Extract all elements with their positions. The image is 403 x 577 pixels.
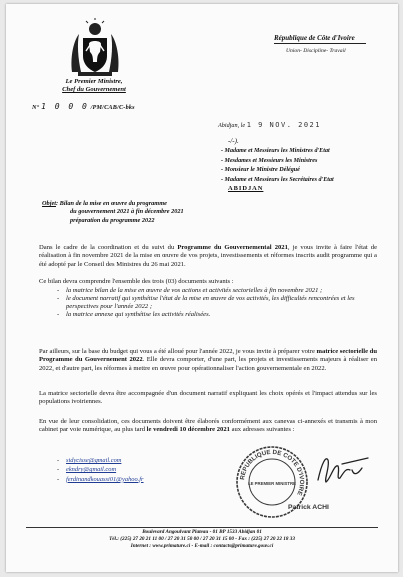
p5-text-c: aux adresses suivantes : bbox=[229, 426, 295, 434]
subject-block bbox=[42, 200, 184, 225]
list-item: - la matrice bilan de la mise en œuvre de vos actions et activités sectorielles à fin novembre 2021 ; bbox=[66, 287, 376, 295]
republic-heading: République de Côte d'Ivoire bbox=[274, 34, 355, 42]
stamp-center-text: LE PREMIER MINISTRE bbox=[248, 481, 296, 486]
p5-text-a: En vue de leur consolidation, ces documents doivent être élaborés conformément aux canevas ci-annexés et transmis à mon cabinet par voie numérique, au plus tard bbox=[39, 418, 377, 434]
footer-web: Internet : www.primature.ci - E-mail : contacts@primature.gouv.ci bbox=[130, 543, 274, 549]
paragraph-budget-2022 bbox=[39, 348, 377, 373]
paragraph-narrative: La matrice sectorielle devra être accompagnée d'un document narratif expliquant les choix opérés et l'impact attendus sur les populations ivoiriennes. bbox=[39, 390, 377, 406]
pm-title-line2: Chef du Gouvernement bbox=[62, 86, 126, 93]
addressee-item: - Monsieur le Ministre Délégué bbox=[221, 167, 300, 174]
email-link[interactable]: - sidycisse@gmail.com bbox=[66, 456, 144, 465]
addressee-item: - Mesdames et Messieurs les Ministres bbox=[221, 157, 318, 164]
coat-of-arms-emblem bbox=[64, 18, 126, 78]
footer-address: Boulevard Angoulvant Plateau - 01 BP 1533 Abidjan 01 bbox=[142, 529, 262, 535]
p3-matrix-name: matrice sectorielle du Programme du Gouvernement 2022 bbox=[39, 348, 378, 364]
subject-line1: : Bilan de la mise en œuvre du programme bbox=[56, 200, 167, 207]
p3-text-c: . Elle devra comporter, d'une part, les projets et investissements majeurs à réaliser en 2022, et d'autre part, les réformes à mettre en œuvre pour opérationnaliser l'action gouvernementale en 2022. bbox=[39, 356, 377, 372]
subject-line2: du gouvernement 2021 à fin décembre 2021 bbox=[70, 208, 184, 216]
prime-minister-title bbox=[14, 78, 174, 94]
pm-title-line1: Le Premier Ministre, bbox=[65, 78, 123, 85]
stamp-ring-text: REPUBLIQUE DE COTE D'IVOIRE bbox=[239, 448, 306, 497]
footer-divider bbox=[26, 527, 378, 528]
letter-page bbox=[6, 4, 398, 572]
p1-text-a: Dans le cadre de la coordination et du suivi du bbox=[39, 244, 178, 251]
date-city: Abidjan, le bbox=[218, 122, 246, 129]
republic-underline bbox=[274, 43, 366, 44]
addressee-list bbox=[221, 147, 334, 185]
email-link[interactable]: - ferdinandkouassi01@yahoo.fr bbox=[66, 475, 144, 484]
signer-name: Patrick ACHI bbox=[288, 504, 329, 511]
ref-prefix: N° bbox=[32, 104, 40, 111]
documents-list bbox=[66, 287, 376, 319]
p1-text-c: , je vous invite à faire l'état de réalisation à fin novembre 2021 de la mise en œuvre de vos projets, investissements et réformes inscrits audit programme qui a été adopté par le Conseil des Ministres du 26 mai 2021. bbox=[39, 244, 378, 268]
ref-suffix: /PM/CAB/C-bks bbox=[90, 104, 135, 111]
paragraph-coordination bbox=[39, 244, 377, 269]
subject-label: Objet bbox=[42, 200, 56, 207]
addressee-city: ABIDJAN bbox=[228, 185, 264, 192]
p5-deadline: le vendredi 10 décembre 2021 bbox=[146, 426, 230, 434]
list-item: - le document narratif qui synthétise l'état de la mise en œuvre de vos activités, les difficultés rencontrées et les perspectives pour l'année 2022 ; bbox=[66, 295, 376, 311]
date-value: 1 9 NOV. 2021 bbox=[246, 121, 321, 129]
p1-program-name: Programme du Gouvernemental 2021 bbox=[177, 244, 288, 251]
paragraph-deadline bbox=[39, 418, 377, 435]
paragraph-documents-intro: Ce bilan devra comprendre l'ensemble des trois (03) documents suivants : bbox=[39, 278, 234, 285]
addressee-item: - Madame et Messieurs les Secrétaires d'Etat bbox=[221, 176, 334, 183]
addressee-intro: -/-). bbox=[228, 137, 239, 145]
p3-text-a: Par ailleurs, sur la base du budget qui vous a été alloué pour l'année 2022, je vous invite à préparer votre bbox=[39, 348, 317, 355]
footer-phone: Tél.: (225) 27 20 21 11 00 / 27 20 31 50 00 / 27 20 31 15 00 - Fax : (225) 27 20 22 18 33 bbox=[109, 536, 295, 542]
list-item: - la matrice annexe qui synthétise les activités réalisées. bbox=[66, 311, 376, 319]
reference-number bbox=[32, 102, 135, 111]
letter-date bbox=[218, 121, 321, 129]
national-motto: Union- Discipline- Travail bbox=[286, 48, 346, 54]
email-list bbox=[66, 456, 144, 484]
subject-line3: préparation du programme 2022 bbox=[70, 216, 155, 224]
ref-number: 1 0 0 0 bbox=[41, 102, 89, 111]
handwritten-signature bbox=[312, 450, 372, 490]
email-link[interactable]: - ekndry@gmail.com bbox=[66, 465, 144, 474]
addressee-item: - Madame et Messieurs les Ministres d'Etat bbox=[221, 148, 330, 154]
